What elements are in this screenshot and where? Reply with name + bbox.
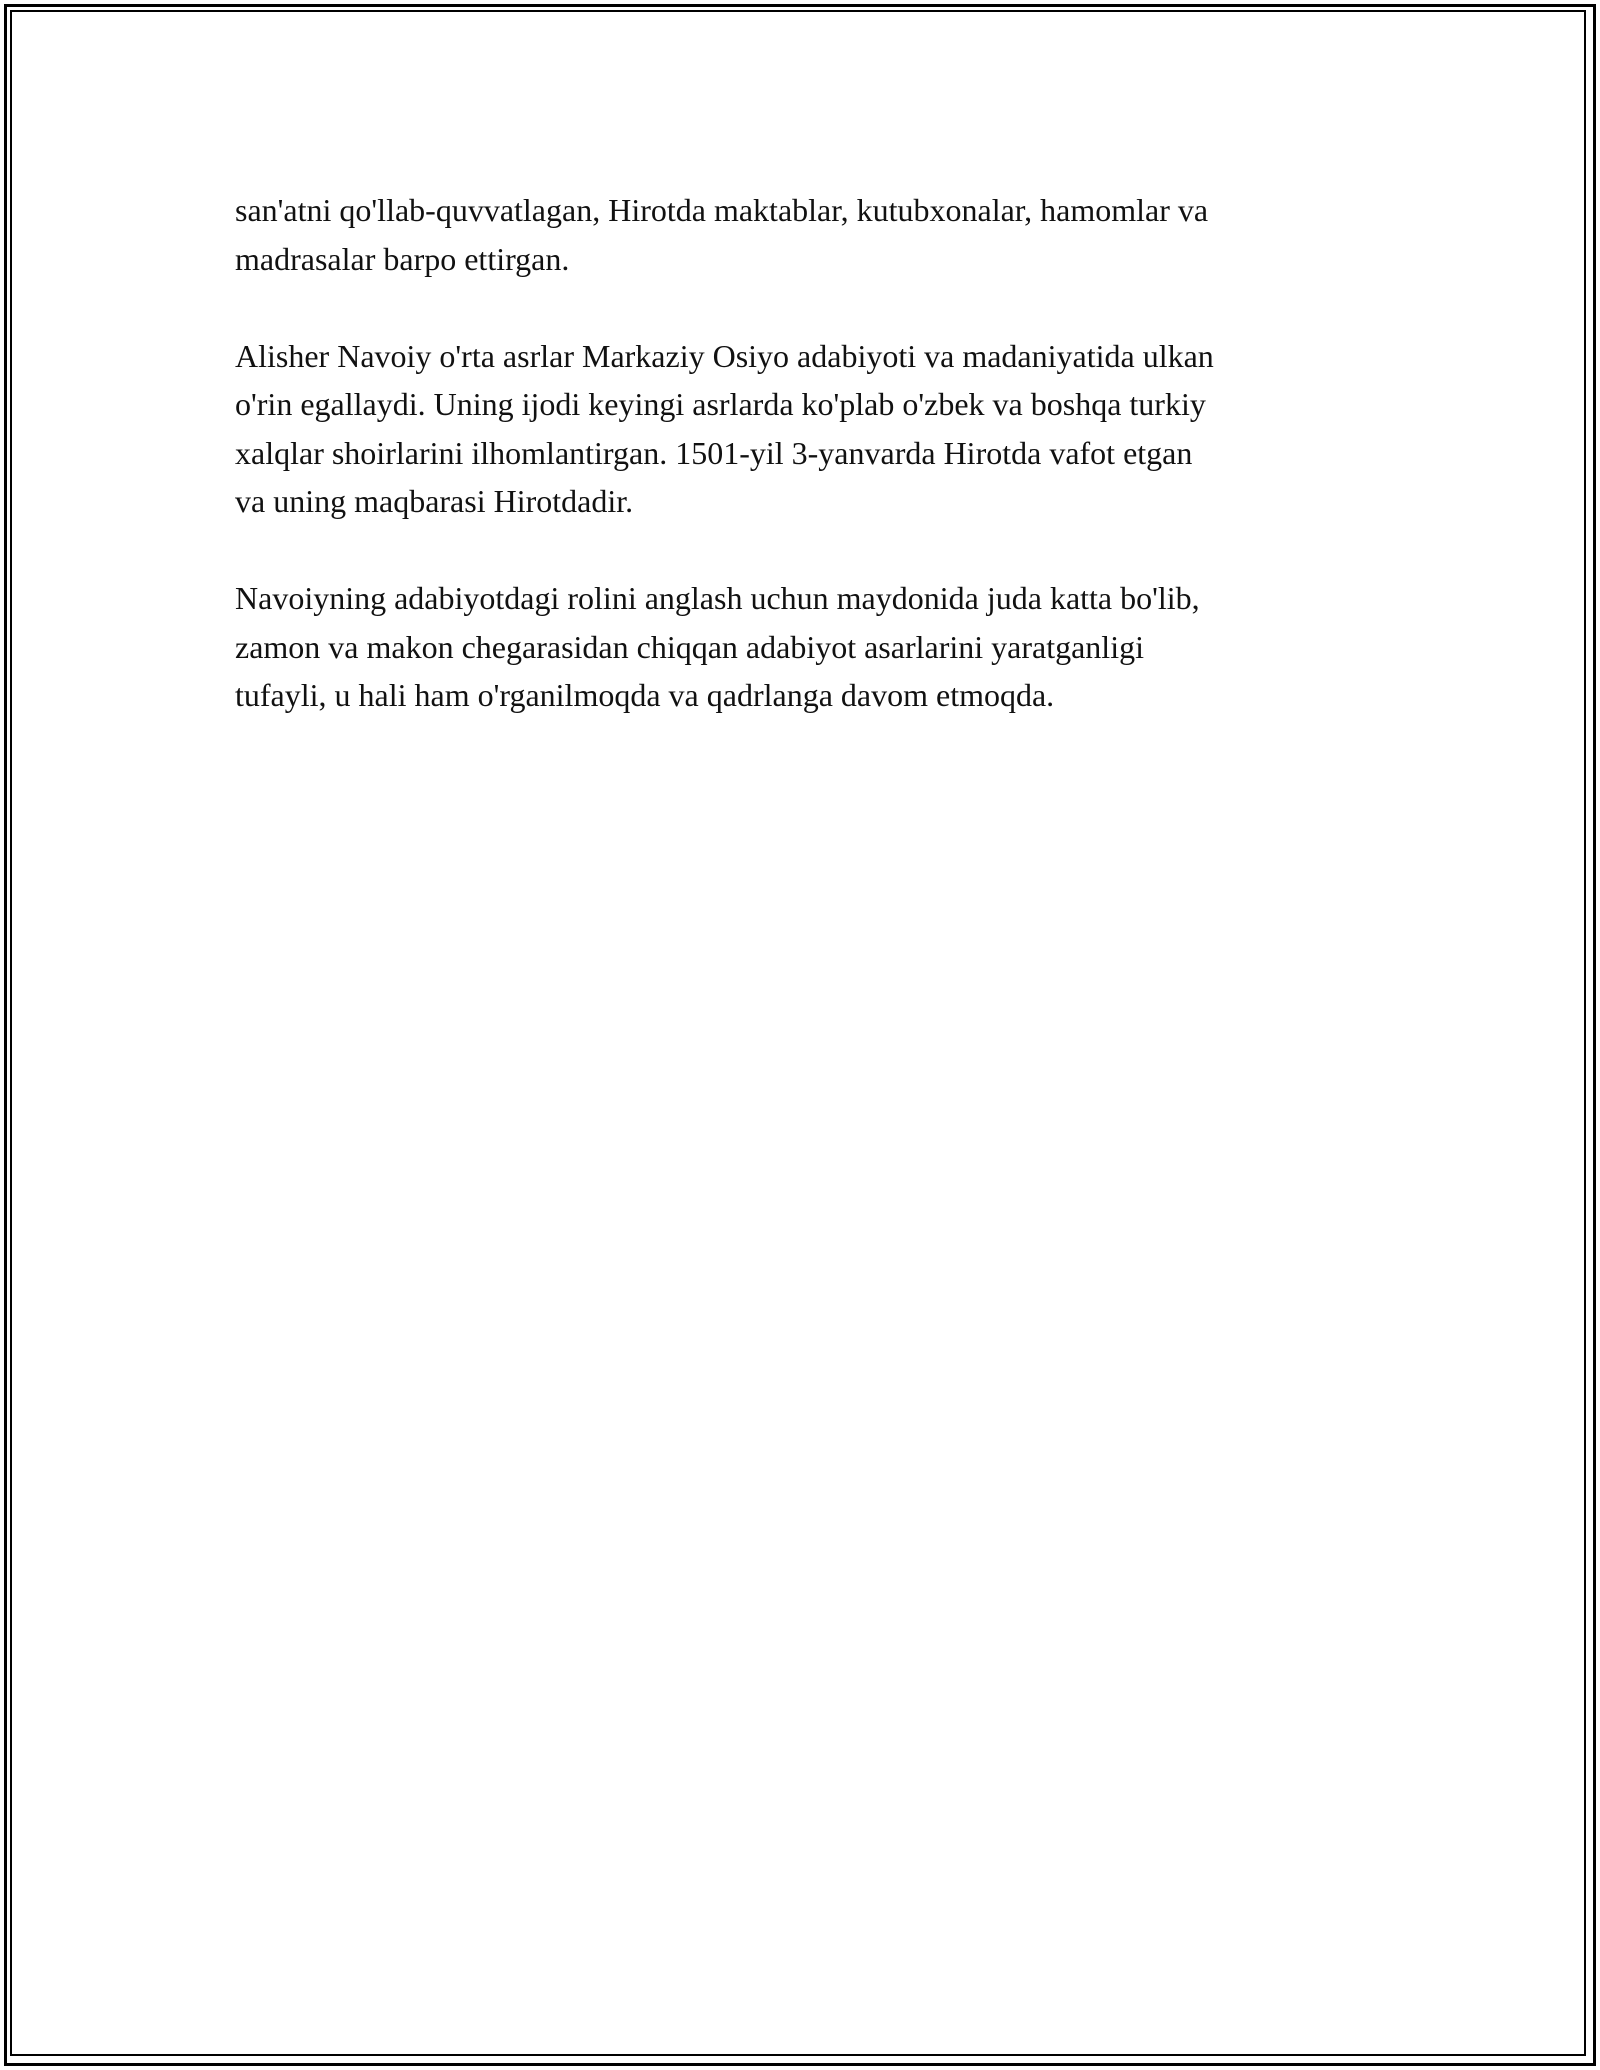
paragraph: Alisher Navoiy o'rta asrlar Markaziy Osiyo adabiyoti va madaniyatida ulkan o'rin egallaydi. Uning ijodi keyingi asrlarda ko'plab o'zbek va boshqa turkiy xalqlar shoirlarini ilhomlantirgan. 1501-yil 3-yanvarda Hirotda vafot etgan va uning maqbarasi Hirotdadir. bbox=[235, 337, 1214, 519]
paragraph: san'atni qo'llab-quvvatlagan, Hirotda maktablar, kutubxonalar, hamomlar va madrasalar barpo ettirgan. bbox=[235, 192, 1209, 277]
document-body bbox=[235, 186, 1375, 768]
paragraph: Navoiyning adabiyotdagi rolini anglash uchun maydonida juda katta bo'lib, zamon va makon chegarasidan chiqqan adabiyot asarlarini yaratganligi tufayli, u hali ham o'rganilmoqda va qadrlanga davom etmoqda. bbox=[235, 580, 1200, 713]
